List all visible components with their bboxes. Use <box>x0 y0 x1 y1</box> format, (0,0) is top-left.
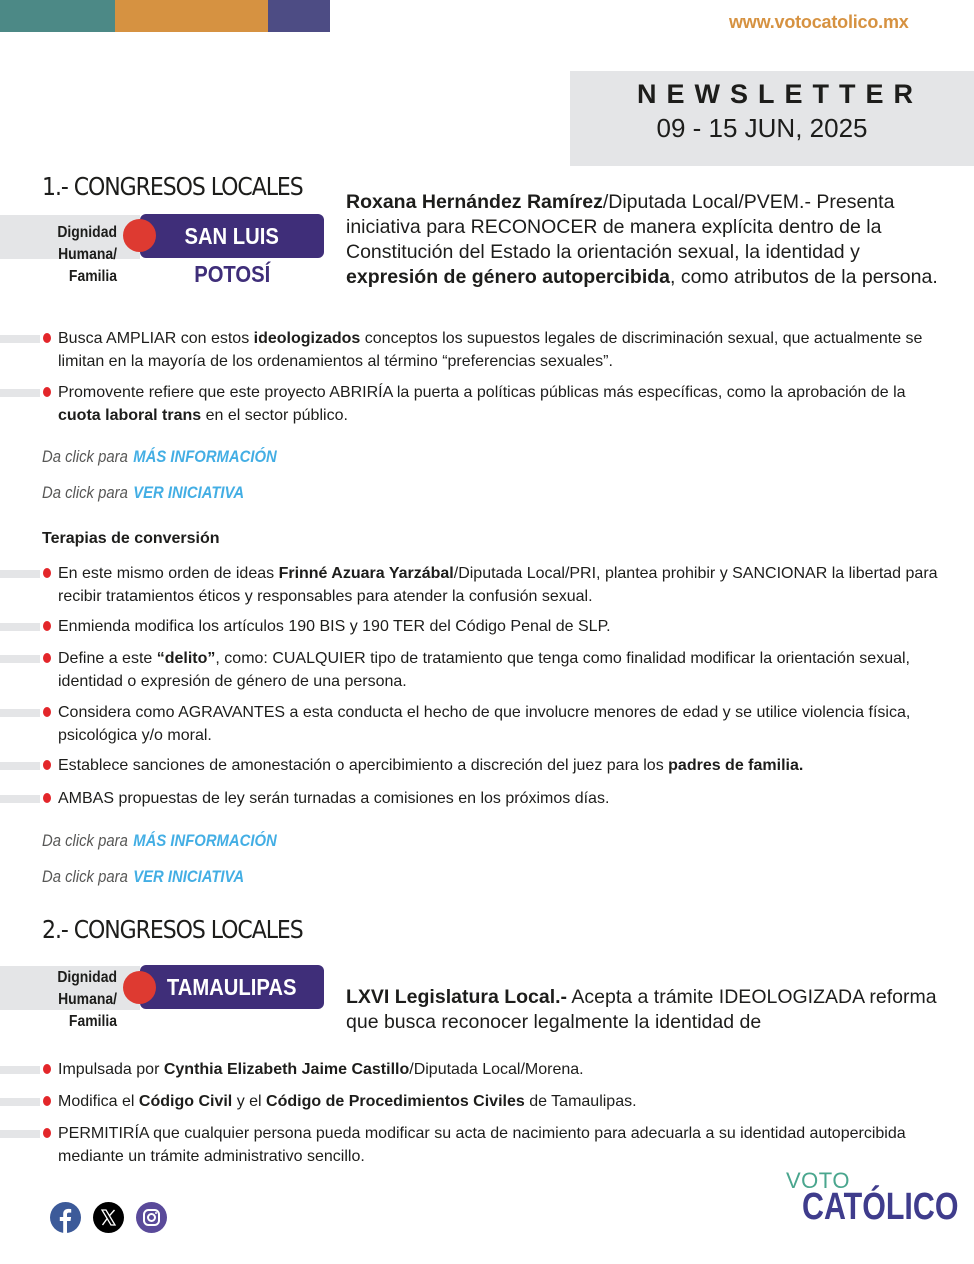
bullet-bar <box>0 1130 40 1138</box>
bullet-dot-icon <box>43 1064 51 1074</box>
section-2-lead <box>346 985 946 1035</box>
bullet-text: Establece sanciones de amonestación o apercibimiento a discreción del juez para los padres de familia. <box>58 757 804 774</box>
bullet-text: AMBAS propuestas de ley serán turnadas a comisiones en los próximos días. <box>58 790 610 807</box>
newsletter-title: NEWSLETTER <box>637 79 923 109</box>
bullet-bar <box>0 1098 40 1106</box>
newsletter-header-box <box>570 71 974 166</box>
bullet-dot-icon <box>43 760 51 770</box>
category-line: Dignidad <box>57 224 117 241</box>
section-1-red-dot <box>123 219 156 252</box>
bullet-text: Modifica el Código Civil y el Código de Procedimientos Civiles de Tamaulipas. <box>58 1093 637 1110</box>
lead-bold: expresión de género autopercibida <box>346 266 670 288</box>
lead-text: , como atributos de la persona. <box>670 266 938 288</box>
lead-name: LXVI Legislatura Local.- <box>346 986 568 1008</box>
section-1-state-subtitle <box>140 261 324 288</box>
bullet-text: Considera como AGRAVANTES a esta conducta el hecho de que involucre menores de edad y se utilice violencia física, psicológica y/o moral. <box>58 704 911 744</box>
bullet-dot-icon <box>43 621 51 631</box>
state-name-line2: POTOSÍ <box>193 261 271 287</box>
instagram-icon[interactable] <box>136 1202 167 1233</box>
click-prefix: Da click para <box>42 448 128 466</box>
view-initiative-link[interactable]: VER INICIATIVA <box>133 484 245 502</box>
view-initiative-line <box>42 484 244 503</box>
bullet-text: Enmienda modifica los artículos 190 BIS y 190 TER del Código Penal de SLP. <box>58 618 611 635</box>
top-color-bar <box>0 0 330 32</box>
bullet-text: PERMITIRÍA que cualquier persona pueda modificar su acta de nacimiento para adecuarla a su identidad autopercibida mediante un trámite administrativo sencillo. <box>58 1125 906 1165</box>
click-prefix: Da click para <box>42 868 128 886</box>
click-prefix: Da click para <box>42 484 128 502</box>
color-bar-orange <box>115 0 268 32</box>
category-line: Familia <box>68 1013 117 1030</box>
facebook-icon[interactable] <box>50 1202 81 1233</box>
color-bar-teal <box>0 0 115 32</box>
bullet-text: En este mismo orden de ideas Frinné Azuara Yarzábal/Diputada Local/PRI, plantea prohibir y SANCIONAR la libertad para recibir tratamientos éticos y responsables para atender la confusión sexual. <box>58 565 938 605</box>
click-prefix: Da click para <box>42 832 128 850</box>
section-1-title: 1.- CONGRESOS LOCALES <box>42 172 303 201</box>
bullet-text: Promovente refiere que este proyecto ABRIRÍA la puerta a políticas públicas más específicas, como la aprobación de la cuota laboral trans en el sector público. <box>58 384 906 424</box>
bullet-bar <box>0 570 40 578</box>
section-2-category <box>43 967 117 1033</box>
section-1-category <box>43 222 117 288</box>
x-icon[interactable] <box>93 1202 124 1233</box>
bullet-dot-icon <box>43 707 51 717</box>
bullet-bar <box>0 1066 40 1074</box>
bullet-bar <box>0 709 40 717</box>
lead-name: Roxana Hernández Ramírez <box>346 191 603 213</box>
more-info-link[interactable]: MÁS INFORMACIÓN <box>133 832 277 850</box>
category-line: Dignidad <box>57 969 117 986</box>
bullet-dot-icon <box>43 333 51 343</box>
bullet-bar <box>0 335 40 343</box>
logo-catolico-text: CATÓLICO <box>802 1186 959 1228</box>
logo-voto-text: VOTO <box>786 1168 850 1193</box>
bullet-text: Define a este “delito”, como: CUALQUIER tipo de tratamiento que tenga como finalidad modificar la orientación sexual, identidad o expresión de género de una persona. <box>58 650 910 690</box>
bullet-bar <box>0 795 40 803</box>
section-2-title: 2.- CONGRESOS LOCALES <box>42 915 303 944</box>
bullet-bar <box>0 623 40 631</box>
bullet-text: Impulsada por Cynthia Elizabeth Jaime Castillo/Diputada Local/Morena. <box>58 1061 584 1078</box>
bullet-text: Busca AMPLIAR con estos ideologizados conceptos los supuestos legales de discriminación sexual, que actualmente se limitan en la mayoría de los ordenamientos al término “preferencias sexuales”. <box>58 330 923 370</box>
category-line: Humana/ <box>58 246 117 263</box>
more-info-line <box>42 448 277 467</box>
bullet-dot-icon <box>43 653 51 663</box>
subheading-conversion-therapies: Terapias de conversión <box>42 530 220 547</box>
newsletter-date: 09 - 15 JUN, 2025 <box>656 113 868 143</box>
more-info-link[interactable]: MÁS INFORMACIÓN <box>133 448 277 466</box>
category-line: Humana/ <box>58 991 117 1008</box>
bullet-dot-icon <box>43 387 51 397</box>
bullet-dot-icon <box>43 793 51 803</box>
state-name: SAN LUIS <box>184 223 280 249</box>
view-initiative-link[interactable]: VER INICIATIVA <box>133 868 245 886</box>
lead-text: /Diputada Local/PVEM.- Presenta iniciativa para RECONOCER de manera explícita dentro de la Constitución del Estado la orientación sexual, la identidad y <box>346 191 895 263</box>
section-1-lead <box>346 190 946 290</box>
section-2-state-badge <box>140 965 324 1009</box>
bullet-bar <box>0 389 40 397</box>
category-line: Familia <box>68 268 117 285</box>
bullet-dot-icon <box>43 568 51 578</box>
bullet-bar <box>0 655 40 663</box>
state-name: TAMAULIPAS <box>167 974 297 1000</box>
site-url-link[interactable]: www.votocatolico.mx <box>729 12 909 32</box>
bullet-dot-icon <box>43 1096 51 1106</box>
bullet-dot-icon <box>43 1128 51 1138</box>
color-bar-purple <box>268 0 330 32</box>
more-info-line <box>42 832 277 851</box>
view-initiative-line <box>42 868 244 887</box>
bullet-bar <box>0 762 40 770</box>
section-1-state-badge <box>140 214 324 258</box>
lead-text: Acepta a trámite IDEOLOGIZADA reforma que busca reconocer legalmente la identidad de <box>346 986 937 1033</box>
section-2-red-dot <box>123 971 156 1004</box>
